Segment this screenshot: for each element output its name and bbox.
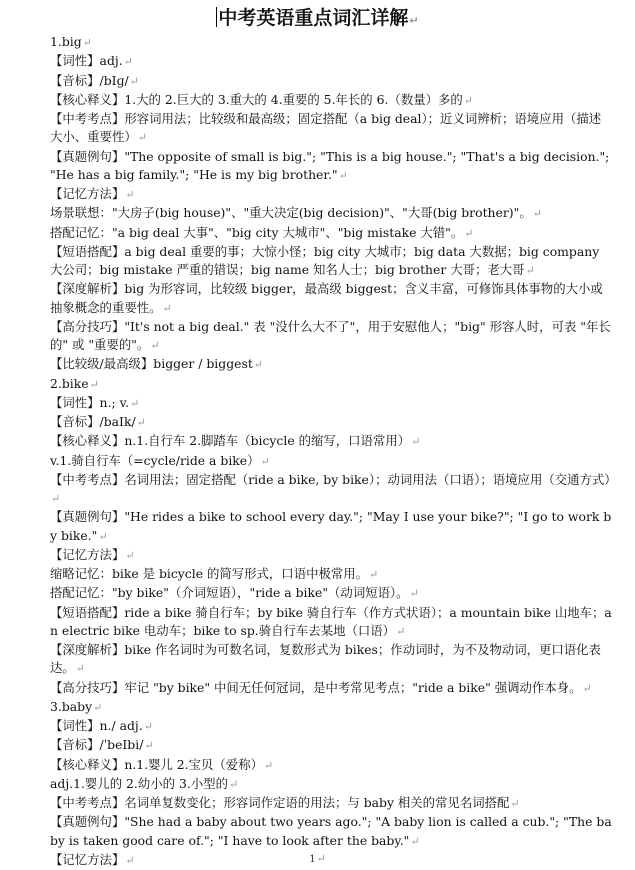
text-line: 【词性】adj.↵: [50, 53, 133, 69]
text-line: 【中考考点】名词单复数变化；形容词作定语的用法；与 baby 相关的常见名词搭配↵: [50, 795, 520, 810]
text-line: 搭配记忆："by bike"（介词短语），"ride a bike"（动词短语）。↵: [50, 585, 419, 601]
paragraph-mark-icon: ↵: [510, 797, 520, 810]
text-line: 【记忆方法】↵: [50, 546, 135, 562]
document-body: [24, 33, 617, 870]
paragraph-mark-icon: ↵: [125, 548, 135, 562]
paragraph-mark-icon: ↵: [125, 188, 135, 201]
document-title: [0, 3, 635, 30]
text-line: 【词性】n.; v.↵: [50, 394, 140, 410]
text-line: 【记忆方法】↵: [50, 851, 135, 867]
text-line: v.1.骑自行车（=cycle/ride a bike）↵: [50, 452, 270, 468]
text-line: 【高分技巧】"It's not a big deal." 表 "没什么大不了"，用于安慰他人；"big" 形容人时，可表 "年长的" 或 "重要的"。↵: [50, 318, 611, 352]
paragraph-mark-icon: ↵: [260, 454, 270, 468]
text-line: 【核心释义】n.1.婴儿 2.宝贝（爱称）↵: [50, 756, 274, 772]
paragraph-mark-icon: ↵: [316, 852, 326, 865]
paragraph-mark-icon: ↵: [369, 568, 379, 581]
paragraph-mark-icon: ↵: [532, 207, 542, 221]
paragraph-mark-icon: ↵: [150, 339, 160, 352]
text-line: 场景联想："大房子(big house)"、"重大决定(big decision)"、"大哥(big brother)"。↵: [50, 205, 542, 221]
paragraph-mark-icon: ↵: [525, 264, 535, 277]
text-line: 【音标】/baIk/↵: [50, 414, 146, 429]
text-line: 【中考考点】名词用法；固定搭配（ride a bike, by bike）；动词用法（口语）；语境应用（交通方式）↵: [50, 471, 617, 505]
paragraph-mark-icon: ↵: [409, 587, 419, 601]
paragraph-mark-icon: ↵: [228, 777, 239, 791]
paragraph-mark-icon: ↵: [253, 358, 264, 372]
text-line: 【音标】/ˈbeIbi/↵: [50, 737, 154, 753]
paragraph-mark-icon: ↵: [125, 853, 135, 867]
paragraph-mark-icon: ↵: [410, 834, 420, 848]
paragraph-mark-icon: ↵: [582, 681, 592, 695]
text-line: 【真题例句】"The opposite of small is big."; "This is a big house."; "That's a big decision."; "He has a big family."; "He is my big brother."↵: [50, 148, 610, 182]
text-line: 【中考考点】形容词用法；比较级和最高级；固定搭配（a big deal）；近义词辨析；语境应用（描述大小、重要性）↵: [50, 111, 602, 145]
paragraph-mark-icon: ↵: [143, 720, 153, 733]
text-line: 缩略记忆：bike 是 bicycle 的简写形式，口语中极常用。↵: [50, 566, 379, 581]
text-line: 【深度解析】big 为形容词，比较级 bigger，最高级 biggest；含义丰富，可修饰具体事物的大小或抽象概念的重要性。↵: [50, 281, 603, 315]
text-line: 【核心释义】n.1.自行车 2.脚踏车（bicycle 的缩写，口语常用）↵: [50, 433, 421, 449]
paragraph-mark-icon: ↵: [123, 55, 133, 69]
paragraph-mark-icon: ↵: [93, 700, 103, 714]
title-text: 中考英语重点词汇详解: [218, 7, 409, 29]
text-line: 【核心释义】1.大的 2.巨大的 3.重大的 4.重要的 5.年长的 6.（数量）多的↵: [50, 91, 473, 107]
paragraph-mark-icon: ↵: [98, 529, 108, 543]
paragraph-mark-icon: ↵: [411, 435, 421, 449]
paragraph-mark-icon: ↵: [130, 396, 140, 410]
paragraph-mark-icon: ↵: [51, 492, 61, 505]
text-line: 【比较级/最高级】bigger / biggest↵: [50, 356, 264, 372]
text-line: adj.1.婴儿的 2.幼小的 3.小型的↵: [50, 775, 239, 791]
paragraph-mark-icon: ↵: [75, 662, 85, 676]
page-number: 1↵: [309, 852, 326, 865]
text-line: 【短语搭配】a big deal 重要的事；大惊小怪；big city 大城市；big data 大数据；big company 大公司；big mistake 严重的错误；big name 知名人士；big brother 大哥；老大哥↵: [50, 243, 600, 277]
paragraph-mark-icon: ↵: [162, 301, 172, 315]
text-line: 1.big↵: [50, 34, 92, 49]
paragraph-mark-icon: ↵: [129, 74, 139, 88]
text-line: 【深度解析】bike 作名词时为可数名词，复数形式为 bikes；作动词时，为不及物动词，更口语化表达。↵: [50, 642, 601, 676]
text-line: 搭配记忆："a big deal 大事"、"big city 大城市"、"big mistake 大错"。↵: [50, 224, 474, 240]
paragraph-mark-icon: ↵: [263, 758, 274, 772]
paragraph-mark-icon: ↵: [136, 416, 146, 429]
text-line: 【真题例句】"She had a baby about two years ago."; "A baby lion is called a cub."; "The baby is taken good care of."; "I have to look after the baby."↵: [50, 814, 612, 848]
text-line: 3.baby↵: [50, 698, 103, 714]
paragraph-mark-icon: ↵: [463, 93, 473, 107]
text-line: 【词性】n./ adj.↵: [50, 718, 153, 733]
paragraph-mark-icon: ↵: [396, 624, 406, 638]
text-line: 【高分技巧】牢记 "by bike" 中间无任何冠词，是中考常见考点；"ride a bike" 强调动作本身。↵: [50, 679, 592, 695]
paragraph-mark-icon: ↵: [338, 168, 348, 182]
text-line: 【真题例句】"He rides a bike to school every day."; "May I use your bike?"; "I go to work by bike."↵: [50, 509, 612, 543]
paragraph-mark-icon: ↵: [464, 226, 474, 240]
text-line: 2.bike↵: [50, 375, 99, 391]
paragraph-mark-icon: ↵: [144, 739, 154, 753]
text-line: 【音标】/bIɡ/↵: [50, 72, 139, 88]
paragraph-mark-icon: ↵: [137, 131, 147, 145]
text-line: 【短语搭配】ride a bike 骑自行车；by bike 骑自行车（作方式状语）；a mountain bike 山地车；an electric bike 电动车；bike to sp.骑自行车去某地（口语）↵: [50, 604, 612, 638]
paragraph-mark-icon: ↵: [82, 36, 92, 49]
paragraph-mark-icon: ↵: [89, 377, 99, 391]
text-line: 【记忆方法】↵: [50, 186, 135, 201]
paragraph-mark-icon: ↵: [409, 14, 419, 27]
